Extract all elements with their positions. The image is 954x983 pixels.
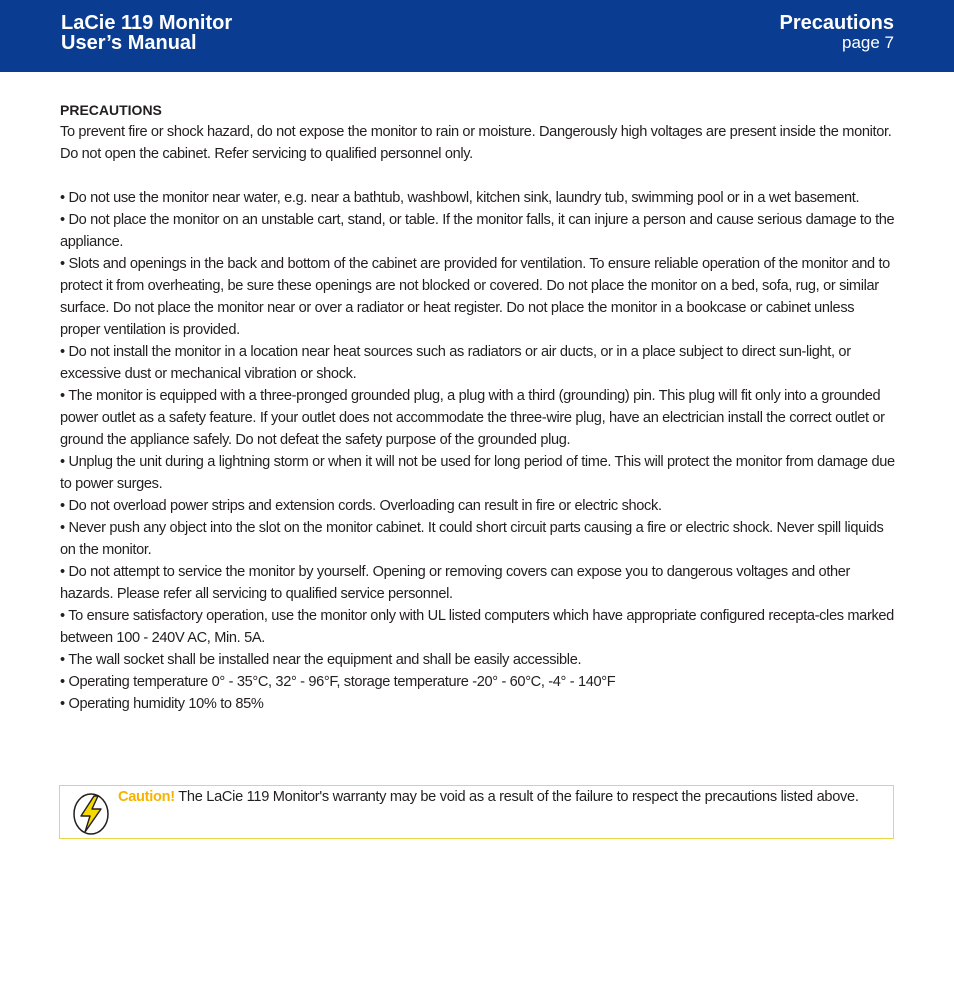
list-item: • Do not overload power strips and extension cords. Overloading can result in fire or electric shock. bbox=[60, 498, 662, 514]
main-content bbox=[60, 99, 896, 715]
list-item: • Slots and openings in the back and bottom of the cabinet are provided for ventilation. To ensure reliable operation of the monitor and to protect it from overheating, be sure these openings are not blocked or covered. Do not place the monitor on a bed, sofa, rug, or similar surface. Do not place the monitor near or over a radiator or heat register. Do not place the monitor in a bookcase or cabinet unless proper ventilation is provided. bbox=[60, 256, 890, 338]
caution-box bbox=[59, 785, 894, 839]
list-item: • Unplug the unit during a lightning storm or when it will not be used for long period of time. This will protect the monitor from damage due to power surges. bbox=[60, 454, 895, 492]
lightning-bolt-icon bbox=[72, 792, 110, 836]
list-item: • Operating humidity 10% to 85% bbox=[60, 696, 264, 712]
list-item: • Do not install the monitor in a location near heat sources such as radiators or air ducts, or in a place subject to direct sun-light, or excessive dust or mechanical vibration or shock. bbox=[60, 344, 851, 382]
caution-message: The LaCie 119 Monitor's warranty may be void as a result of the failure to respect the precautions listed above. bbox=[174, 789, 859, 805]
header-title-block bbox=[61, 13, 232, 53]
caution-label: Caution! bbox=[118, 789, 175, 805]
manual-title: User’s Manual bbox=[61, 32, 197, 54]
page-header bbox=[0, 0, 954, 72]
list-item: • Do not use the monitor near water, e.g. near a bathtub, washbowl, kitchen sink, laundry tub, swimming pool or in a wet basement. bbox=[60, 190, 860, 206]
list-item: • Operating temperature 0° - 35°C, 32° - 96°F, storage temperature -20° - 60°C, -4° - 140°F bbox=[60, 674, 616, 690]
list-item: • To ensure satisfactory operation, use the monitor only with UL listed computers which have appropriate configured recepta-cles marked between 100 - 240V AC, Min. 5A. bbox=[60, 608, 894, 646]
page-number: page 7 bbox=[842, 33, 894, 52]
intro-paragraph: To prevent fire or shock hazard, do not expose the monitor to rain or moisture. Dangerously high voltages are present inside the monitor. Do not open the cabinet. Refer servicing to qualified personnel only. bbox=[60, 124, 892, 162]
section-title: Precautions bbox=[779, 12, 894, 34]
list-item: • The wall socket shall be installed near the equipment and shall be easily accessible. bbox=[60, 652, 582, 668]
caution-text bbox=[118, 786, 888, 808]
list-item: • Do not attempt to service the monitor by yourself. Opening or removing covers can expose you to dangerous voltages and other hazards. Please refer all servicing to qualified service personnel. bbox=[60, 564, 851, 602]
list-item: • The monitor is equipped with a three-pronged grounded plug, a plug with a third (grounding) pin. This plug will fit only into a grounded power outlet as a safety feature. If your outlet does not accommodate the three-wire plug, have an electrician install the correct outlet or ground the appliance safely. Do not defeat the safety purpose of the grounded plug. bbox=[60, 388, 885, 448]
list-item: • Do not place the monitor on an unstable cart, stand, or table. If the monitor falls, it can injure a person and cause serious damage to the appliance. bbox=[60, 212, 895, 250]
product-title: LaCie 119 Monitor bbox=[61, 12, 233, 34]
precautions-heading: PRECAUTIONS bbox=[60, 102, 162, 118]
header-section-block bbox=[780, 13, 894, 53]
list-item: • Never push any object into the slot on the monitor cabinet. It could short circuit parts causing a fire or electric shock. Never spill liquids on the monitor. bbox=[60, 520, 884, 558]
paragraph-spacer bbox=[60, 165, 896, 187]
precautions-list bbox=[60, 187, 896, 715]
